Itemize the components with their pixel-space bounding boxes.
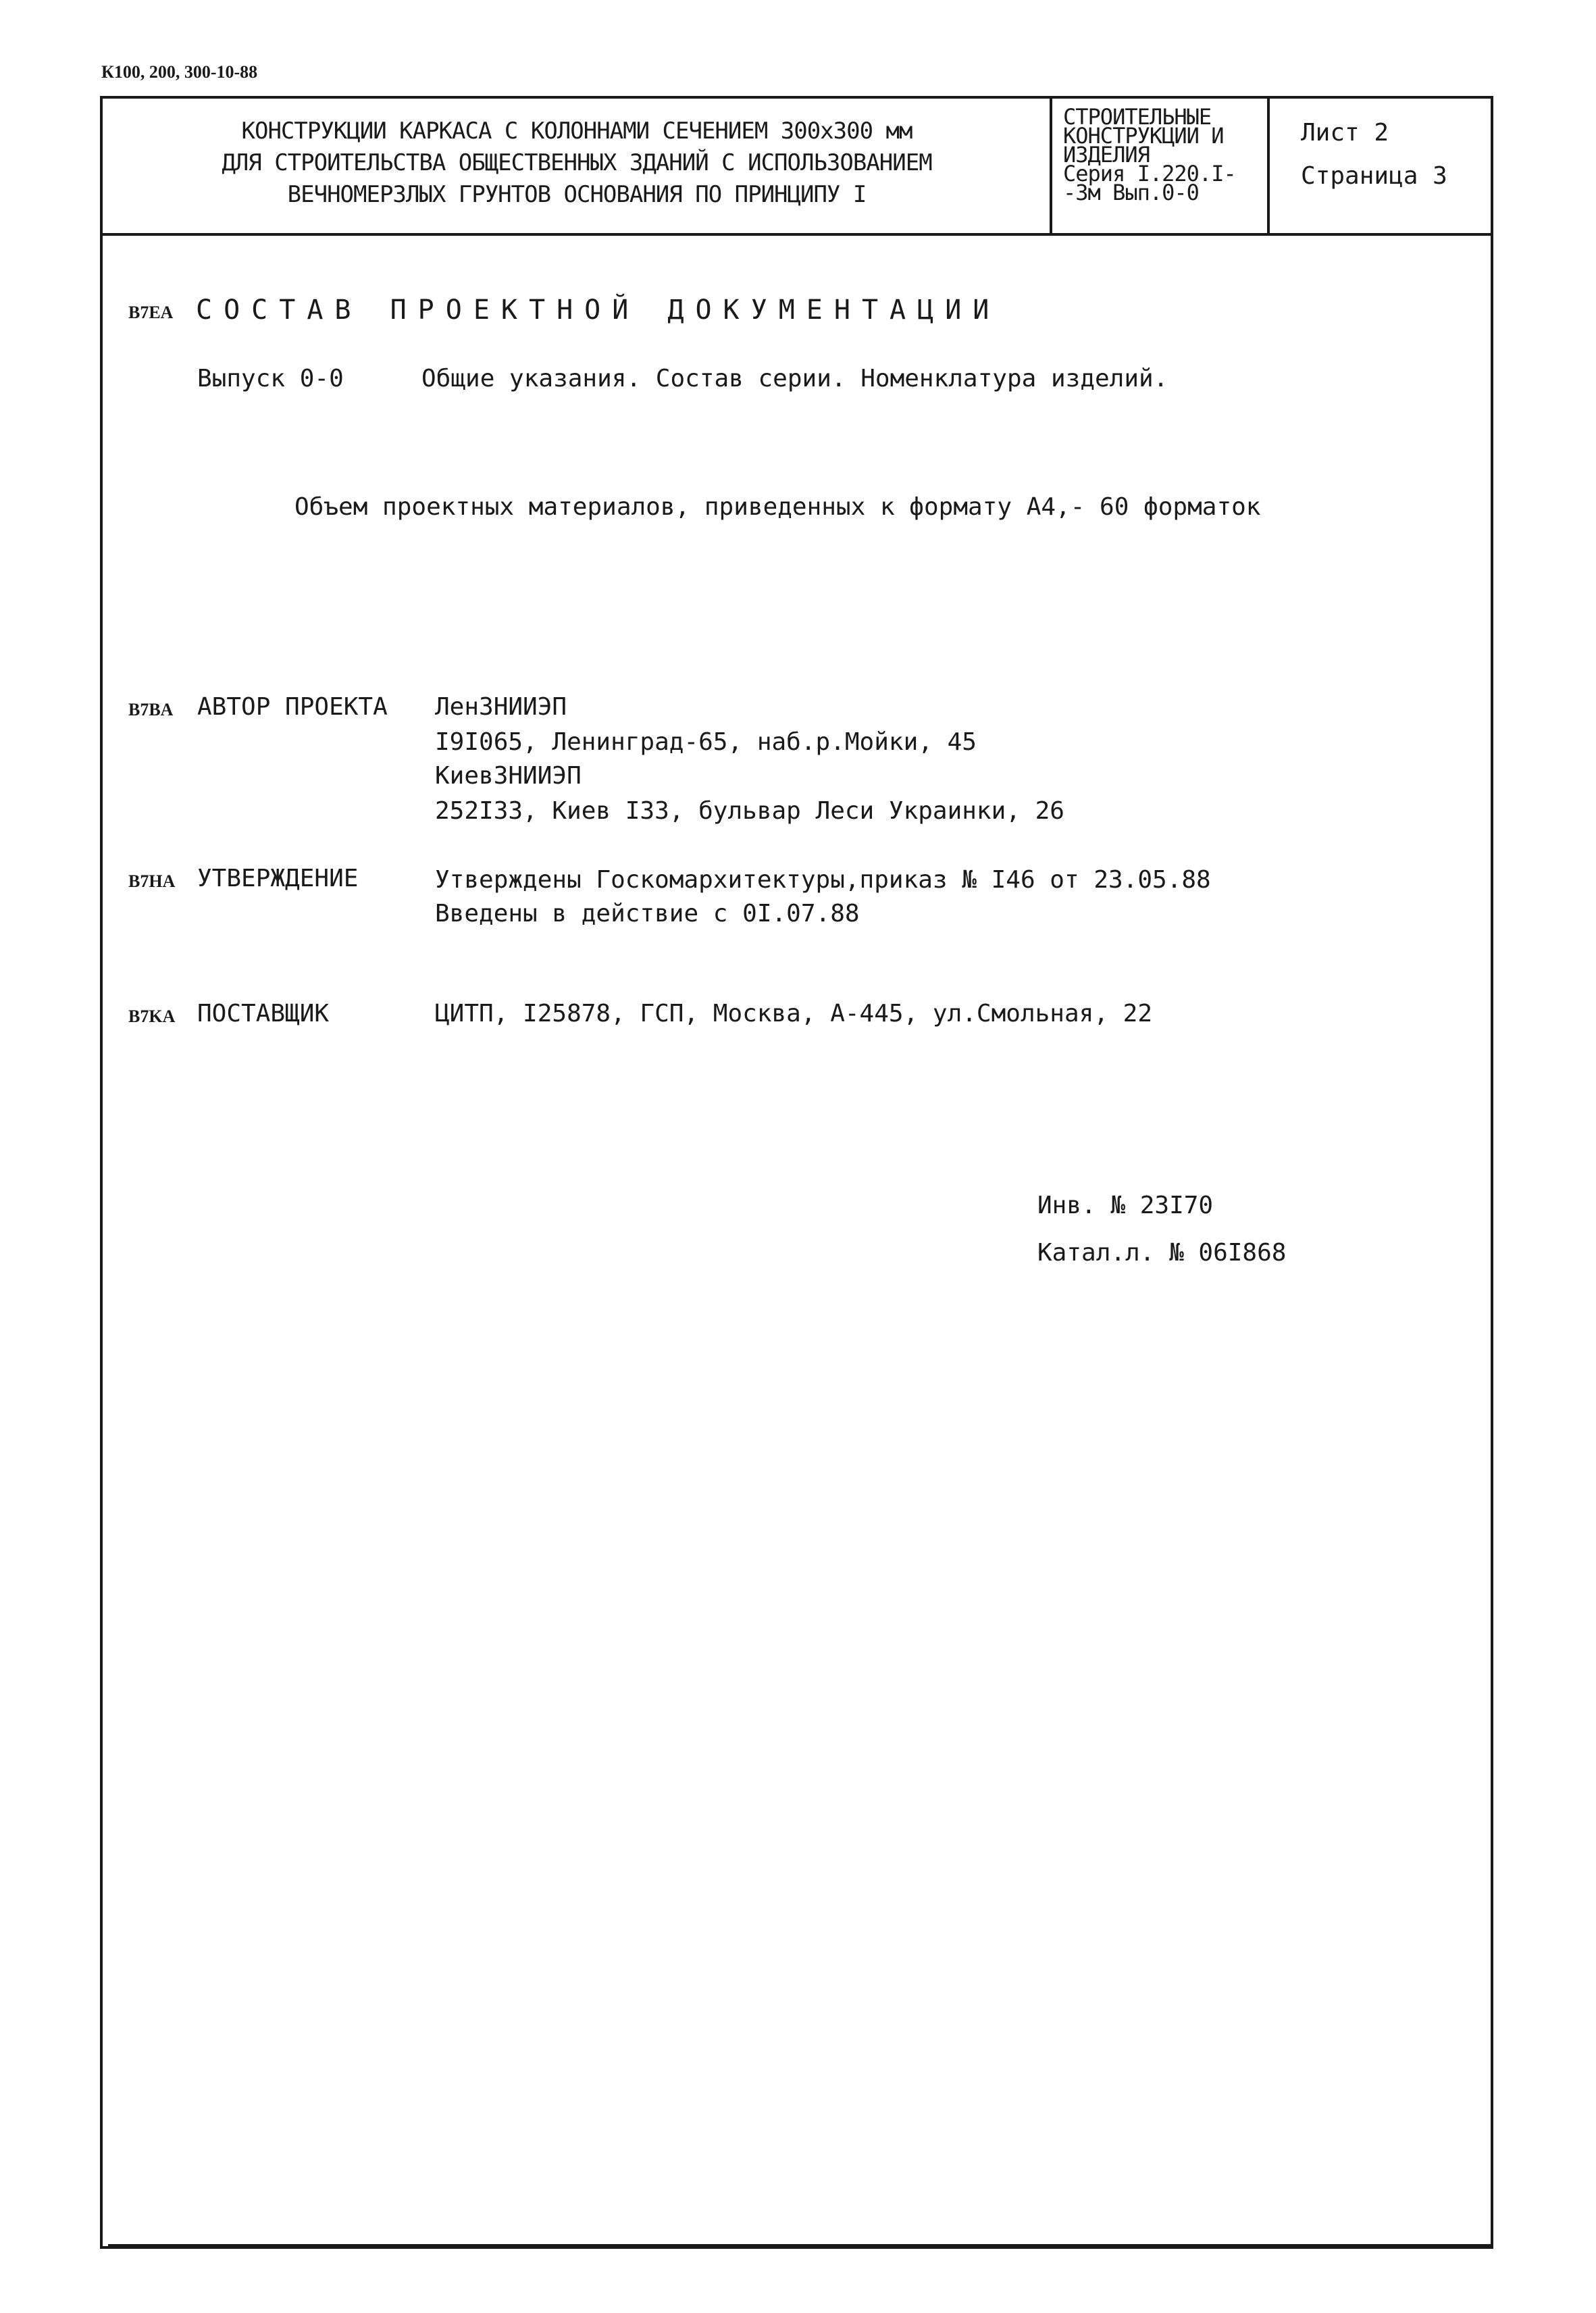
author-line-3: КиевЗНИИЭП — [435, 762, 582, 790]
approval-line-1: Утверждены Госкомархитектуры,приказ № I46 от 23.05.88 — [435, 866, 1211, 894]
approval-line-2: Введены в действие с 0I.07.88 — [435, 900, 860, 927]
series-line-3: ИЗДЕЛИЯ — [1063, 142, 1150, 168]
issue-label: Выпуск 0-0 — [197, 365, 344, 392]
inventory-number: Инв. № 23I70 — [1037, 1192, 1214, 1219]
page-number: Страница 3 — [1301, 162, 1447, 190]
issue-description: Общие указания. Состав серии. Номенклатура изделий. — [421, 365, 1168, 392]
approval-label: УТВЕРЖДЕНИЕ — [197, 865, 359, 892]
volume-text: Объем проектных материалов, приведенных к формату А4,- 60 форматок — [294, 493, 1261, 521]
catalog-number: Катал.л. № 06I868 — [1037, 1239, 1287, 1267]
author-code: B7BA — [128, 700, 174, 719]
page-frame — [100, 96, 1493, 2249]
frame-bottom-line — [108, 2244, 1493, 2246]
series-line-1: СТРОИТЕЛЬНЫЕ — [1063, 104, 1212, 130]
supplier-label: ПОСТАВЩИК — [197, 1000, 330, 1027]
supplier-address: ЦИТП, I25878, ГСП, Москва, А-445, ул.Смольная, 22 — [435, 1000, 1153, 1027]
author-label: АВТОР ПРОЕКТА — [197, 693, 388, 721]
author-line-1: ЛенЗНИИЭП — [435, 693, 567, 721]
title-line-3: ВЕЧНОМЕРЗЛЫХ ГРУНТОВ ОСНОВАНИЯ ПО ПРИНЦИПУ I — [287, 181, 867, 208]
author-line-2: I9I065, Ленинград-65, наб.р.Мойки, 45 — [435, 728, 977, 756]
author-line-4: 252I33, Киев I33, бульвар Леси Украинки, 26 — [435, 797, 1064, 825]
series-line-2: КОНСТРУКЦИИ И — [1063, 123, 1224, 149]
section-heading: СОСТАВ ПРОЕКТНОЙ ДОКУМЕНТАЦИИ — [196, 295, 1001, 326]
sheet-number: Лист 2 — [1301, 119, 1389, 147]
title-line-1: КОНСТРУКЦИИ КАРКАСА С КОЛОННАМИ СЕЧЕНИЕМ 300х300 мм — [241, 118, 912, 145]
supplier-code: B7KA — [128, 1007, 176, 1026]
title-line-2: ДЛЯ СТРОИТЕЛЬСТВА ОБЩЕСТВЕННЫХ ЗДАНИЙ С ИСПОЛЬЗОВАНИЕМ — [222, 149, 932, 176]
title-block — [103, 99, 1491, 236]
series-number: Серия I.220.I- — [1063, 161, 1236, 186]
series-cell — [1050, 99, 1270, 233]
approval-code: B7HA — [128, 871, 176, 891]
composition-code: B7EA — [128, 303, 174, 322]
issue-number: -3м Вып.0-0 — [1063, 180, 1199, 205]
document-code: К100, 200, 300-10-88 — [101, 62, 258, 82]
